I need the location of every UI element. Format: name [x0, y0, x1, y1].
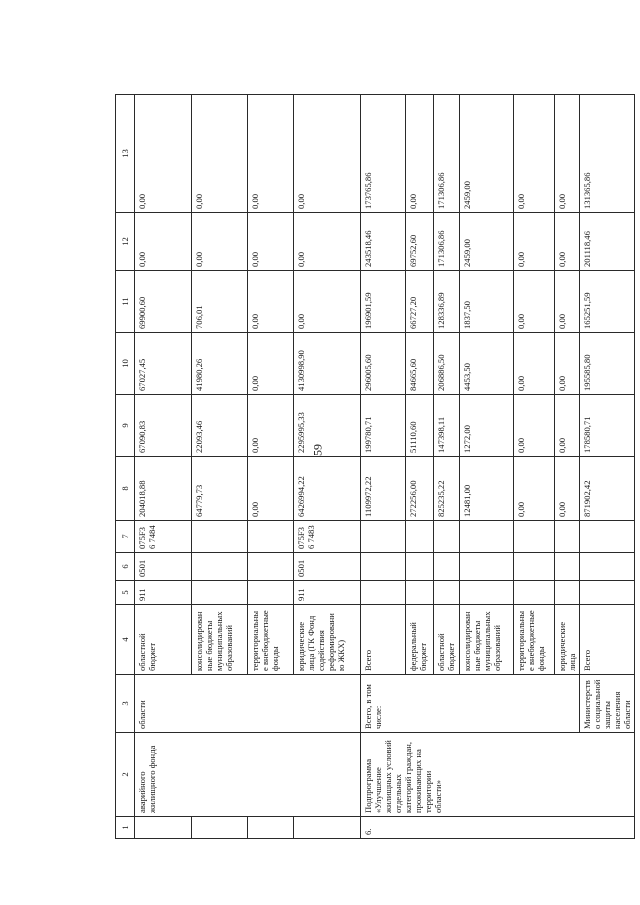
cell-value: 196901,59 [361, 271, 406, 333]
header-row [116, 95, 135, 839]
cell-num [135, 817, 192, 839]
cell-executor: Всего, в том числе: [361, 675, 580, 733]
cell-value: 165251,59 [580, 271, 635, 333]
cell-code [514, 521, 555, 553]
cell-value: 173765,86 [361, 95, 406, 213]
cell-code [514, 581, 555, 605]
cell-value: 0,00 [294, 271, 361, 333]
cell-code [460, 553, 514, 581]
header-cell: 9 [116, 395, 135, 457]
cell-value: 67090,83 [135, 395, 192, 457]
cell-code [460, 581, 514, 605]
cell-value: 131365,86 [580, 95, 635, 213]
cell-code [192, 581, 248, 605]
cell-source: юридические лица (ГК Фонд содействия реформированию ЖКХ) [294, 605, 361, 675]
cell-code [434, 553, 460, 581]
cell-source: областной бюджет [434, 605, 460, 675]
cell-code: 0501 [294, 553, 361, 581]
header-cell: 13 [116, 95, 135, 213]
cell-code [361, 553, 406, 581]
cell-code [192, 553, 248, 581]
cell-value: 6426994,22 [294, 457, 361, 521]
cell-num: 6. [361, 817, 635, 839]
cell-code [555, 553, 580, 581]
cell-executor: Министерство социальной защиты населения области [580, 675, 635, 733]
cell-value: 195585,80 [580, 333, 635, 395]
cell-source: территориальные внебюджетные фонды [248, 605, 294, 675]
cell-value: 41980,26 [192, 333, 248, 395]
cell-value: 825235,22 [434, 457, 460, 521]
cell-value: 69752,60 [406, 213, 434, 271]
cell-value: 66727,20 [406, 271, 434, 333]
cell-value: 0,00 [555, 395, 580, 457]
cell-value: 243518,46 [361, 213, 406, 271]
cell-code [580, 521, 635, 553]
cell-value: 0,00 [248, 95, 294, 213]
cell-value: 0,00 [555, 271, 580, 333]
cell-source: федеральный бюджет [406, 605, 434, 675]
cell-value: 201118,46 [580, 213, 635, 271]
cell-code [192, 521, 248, 553]
cell-value: 2295995,33 [294, 395, 361, 457]
cell-value: 84665,60 [406, 333, 434, 395]
cell-value: 0,00 [248, 333, 294, 395]
cell-value: 0,00 [192, 95, 248, 213]
cell-value: 206886,50 [434, 333, 460, 395]
cell-value: 0,00 [248, 395, 294, 457]
cell-code [580, 581, 635, 605]
cell-value: 0,00 [514, 395, 555, 457]
cell-value: 0,00 [248, 271, 294, 333]
cell-code [406, 521, 434, 553]
cell-value: 69900,60 [135, 271, 192, 333]
header-cell: 6 [116, 553, 135, 581]
header-cell: 10 [116, 333, 135, 395]
header-cell: 3 [116, 675, 135, 733]
budget-table [115, 94, 635, 839]
cell-value: 272256,00 [406, 457, 434, 521]
cell-source: консолидированные бюджеты муниципальных образований [192, 605, 248, 675]
header-cell: 5 [116, 581, 135, 605]
cell-value: 706,01 [192, 271, 248, 333]
cell-value: 0,00 [294, 213, 361, 271]
cell-code [434, 581, 460, 605]
cell-value: 0,00 [555, 333, 580, 395]
table-row [580, 95, 635, 839]
header-cell: 8 [116, 457, 135, 521]
cell-value: 0,00 [248, 457, 294, 521]
cell-code [555, 521, 580, 553]
cell-value: 4130998,90 [294, 333, 361, 395]
cell-program: Подпрограмма «Улучшение жилищных условий отдельных категорий граждан, проживающих на территории области» [361, 733, 635, 817]
cell-value: 0,00 [135, 213, 192, 271]
header-cell: 7 [116, 521, 135, 553]
cell-value: 1837,50 [460, 271, 514, 333]
header-cell: 1 [116, 817, 135, 839]
cell-value: 296005,60 [361, 333, 406, 395]
cell-num [192, 817, 248, 839]
cell-code [514, 553, 555, 581]
cell-value: 51110,60 [406, 395, 434, 457]
cell-program: аварийного жилищного фонда [135, 733, 361, 817]
cell-value: 64779,73 [192, 457, 248, 521]
cell-value: 0,00 [514, 213, 555, 271]
cell-value: 0,00 [135, 95, 192, 213]
cell-code [555, 581, 580, 605]
budget-table-container [115, 95, 632, 839]
cell-source: юридические лица [555, 605, 580, 675]
cell-code: 075F36 7483 [294, 521, 361, 553]
cell-value: 0,00 [406, 95, 434, 213]
cell-value: 22093,46 [192, 395, 248, 457]
cell-value: 4453,50 [460, 333, 514, 395]
table-row [135, 95, 192, 839]
cell-executor: области [135, 675, 361, 733]
cell-source: территориальные внебюджетные фонды [514, 605, 555, 675]
cell-value: 1109972,22 [361, 457, 406, 521]
cell-value: 0,00 [514, 457, 555, 521]
header-cell: 12 [116, 213, 135, 271]
cell-value: 204018,88 [135, 457, 192, 521]
cell-value: 171306,86 [434, 213, 460, 271]
cell-value: 12481,00 [460, 457, 514, 521]
cell-value: 67027,45 [135, 333, 192, 395]
cell-code [406, 581, 434, 605]
cell-code: 0501 [135, 553, 192, 581]
cell-value: 0,00 [555, 213, 580, 271]
cell-value: 0,00 [294, 95, 361, 213]
cell-code [248, 553, 294, 581]
cell-code [406, 553, 434, 581]
cell-code: 911 [135, 581, 192, 605]
cell-value: 171306,86 [434, 95, 460, 213]
cell-value: 0,00 [514, 95, 555, 213]
page-number: 59 [310, 444, 325, 456]
cell-code [248, 581, 294, 605]
rotated-table-frame [115, 95, 632, 839]
cell-code [361, 581, 406, 605]
cell-value: 0,00 [555, 95, 580, 213]
cell-value: 1272,00 [460, 395, 514, 457]
cell-value: 178580,71 [580, 395, 635, 457]
cell-code [361, 521, 406, 553]
cell-num [294, 817, 361, 839]
cell-code [460, 521, 514, 553]
header-cell: 2 [116, 733, 135, 817]
cell-source: Всего [580, 605, 635, 675]
cell-value: 0,00 [555, 457, 580, 521]
cell-value: 2459,00 [460, 95, 514, 213]
cell-value: 0,00 [514, 271, 555, 333]
cell-source: консолидированные бюджеты муниципальных образований [460, 605, 514, 675]
table-row [361, 95, 406, 839]
cell-source: Всего [361, 605, 406, 675]
cell-code [248, 521, 294, 553]
cell-value: 199780,71 [361, 395, 406, 457]
header-cell: 11 [116, 271, 135, 333]
cell-value: 0,00 [514, 333, 555, 395]
cell-code: 911 [294, 581, 361, 605]
cell-value: 0,00 [192, 213, 248, 271]
cell-value: 0,00 [248, 213, 294, 271]
cell-value: 871902,42 [580, 457, 635, 521]
cell-code [580, 553, 635, 581]
cell-source: областной бюджет [135, 605, 192, 675]
header-cell: 4 [116, 605, 135, 675]
cell-num [248, 817, 294, 839]
cell-value: 147398,11 [434, 395, 460, 457]
cell-code: 075F36 7484 [135, 521, 192, 553]
cell-code [434, 521, 460, 553]
cell-value: 2459,00 [460, 213, 514, 271]
cell-value: 128336,89 [434, 271, 460, 333]
